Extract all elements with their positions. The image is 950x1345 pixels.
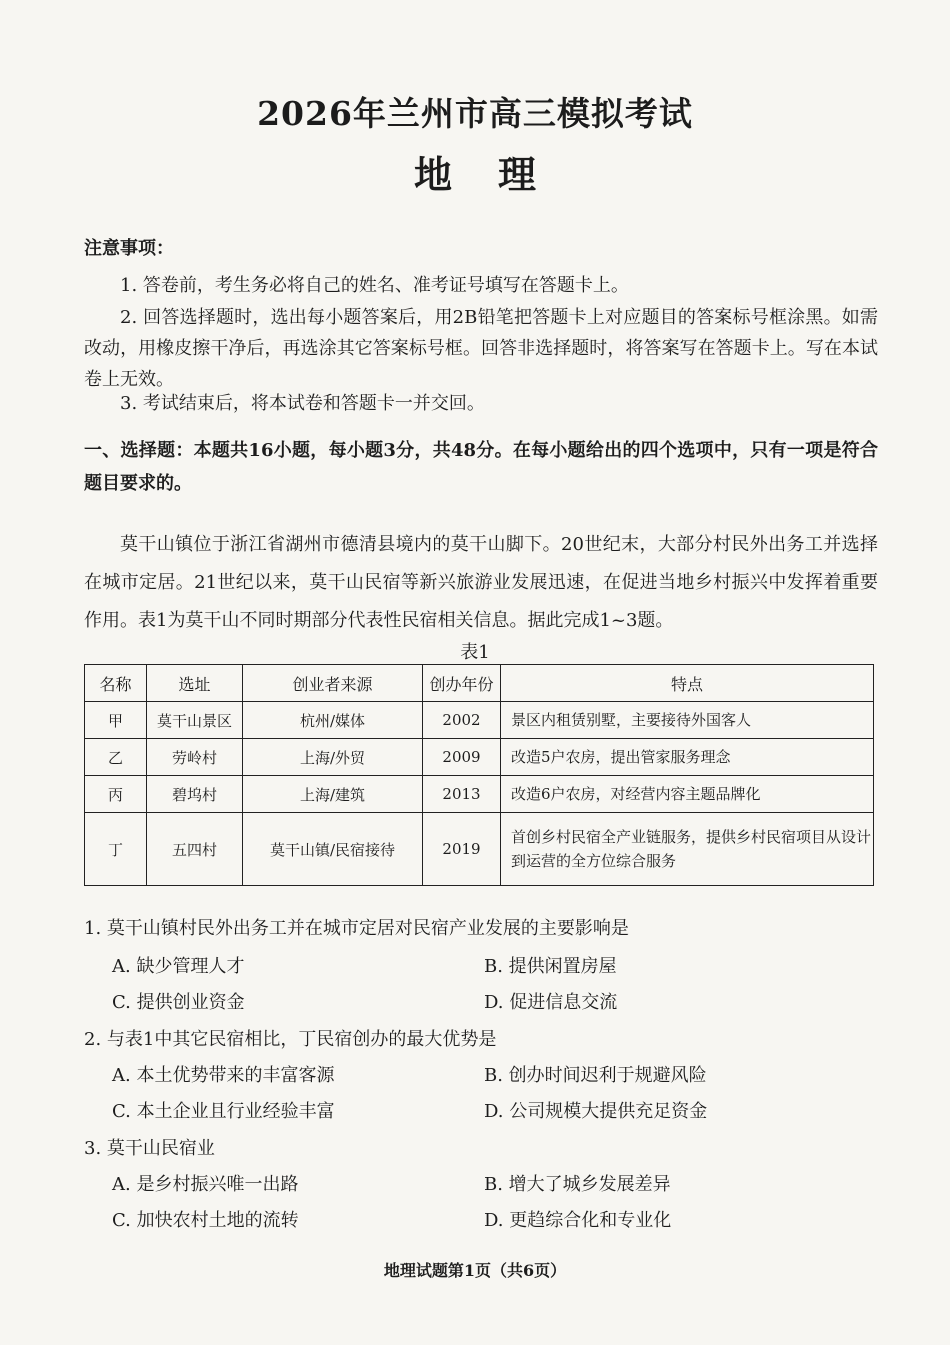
table-cell: 2019 — [423, 813, 501, 886]
table-caption: 表1 — [460, 642, 490, 663]
table-cell: 改造5户农房，提出管家服务理念 — [501, 739, 874, 776]
column-header: 选址 — [147, 665, 243, 702]
table-cell: 上海/建筑 — [243, 776, 423, 813]
question-3-option-b[interactable]: B. 增大了城乡发展差异 — [484, 1174, 671, 1195]
question-1-option-b[interactable]: B. 提供闲置房屋 — [484, 956, 617, 977]
table-cell: 首创乡村民宿全产业链服务，提供乡村民宿项目从设计到运营的全方位综合服务 — [501, 813, 874, 886]
table-row — [85, 739, 874, 776]
table-cell: 乙 — [85, 739, 147, 776]
table-cell: 上海/外贸 — [243, 739, 423, 776]
table-cell: 2002 — [423, 702, 501, 739]
notice-item-2: 2. 回答选择题时，选出每小题答案后，用2B铅笔把答题卡上对应题目的答案标号框涂黑。如需改动，用橡皮擦干净后，再选涂其它答案标号框。回答非选择题时，将答案写在答题卡上。写在本试卷上无效。 — [84, 307, 878, 390]
table-cell: 劳岭村 — [147, 739, 243, 776]
question-1-stem: 1. 莫干山镇村民外出务工并在城市定居对民宿产业发展的主要影响是 — [84, 918, 629, 939]
question-2-option-a[interactable]: A. 本土优势带来的丰富客源 — [112, 1065, 335, 1086]
column-header: 特点 — [501, 665, 874, 702]
question-3-stem: 3. 莫干山民宿业 — [84, 1138, 215, 1159]
question-2-option-c[interactable]: C. 本土企业且行业经验丰富 — [112, 1101, 335, 1122]
table-cell: 景区内租赁别墅，主要接待外国客人 — [501, 702, 874, 739]
table-row — [85, 813, 874, 886]
table-cell: 碧坞村 — [147, 776, 243, 813]
notice-item-3: 3. 考试结束后，将本试卷和答题卡一并交回。 — [120, 393, 485, 414]
question-1-option-a[interactable]: A. 缺少管理人才 — [112, 956, 245, 977]
question-3-option-a[interactable]: A. 是乡村振兴唯一出路 — [112, 1174, 299, 1195]
table-header-row — [85, 665, 874, 702]
table-row — [85, 776, 874, 813]
table-row — [85, 702, 874, 739]
notice-item-1: 1. 答卷前，考生务必将自己的姓名、准考证号填写在答题卡上。 — [120, 275, 629, 296]
question-3-option-c[interactable]: C. 加快农村土地的流转 — [112, 1210, 299, 1231]
table-cell: 丁 — [85, 813, 147, 886]
question-2-option-b[interactable]: B. 创办时间迟利于规避风险 — [484, 1065, 707, 1086]
section-heading: 一、选择题：本题共16小题，每小题3分，共48分。在每小题给出的四个选项中，只有一项是符合题目要求的。 — [84, 440, 878, 494]
subject-title — [0, 144, 950, 199]
table-cell: 甲 — [85, 702, 147, 739]
table-cell: 五四村 — [147, 813, 243, 886]
exam-title: 2026年兰州市高三模拟考试 — [257, 94, 693, 133]
question-1-option-c[interactable]: C. 提供创业资金 — [112, 992, 245, 1013]
notice-heading: 注意事项： — [84, 238, 174, 259]
table-cell: 杭州/媒体 — [243, 702, 423, 739]
homestay-table — [84, 664, 874, 886]
column-header: 创业者来源 — [243, 665, 423, 702]
table-cell: 莫干山镇/民宿接待 — [243, 813, 423, 886]
column-header: 创办年份 — [423, 665, 501, 702]
subject-char-1: 地 — [413, 152, 452, 197]
reading-passage: 莫干山镇位于浙江省湖州市德清县境内的莫干山脚下。20世纪末，大部分村民外出务工并选择在城市定居。21世纪以来，莫干山民宿等新兴旅游业发展迅速，在促进当地乡村振兴中发挥着重要作用。表1为莫干山不同时期部分代表性民宿相关信息。据此完成1~3题。 — [84, 534, 878, 631]
table-cell: 2013 — [423, 776, 501, 813]
question-2-stem: 2. 与表1中其它民宿相比，丁民宿创办的最大优势是 — [84, 1029, 497, 1050]
page-footer: 地理试题第1页（共6页） — [383, 1261, 567, 1280]
table-cell: 改造6户农房，对经营内容主题品牌化 — [501, 776, 874, 813]
column-header: 名称 — [85, 665, 147, 702]
question-2-option-d[interactable]: D. 公司规模大提供充足资金 — [484, 1101, 708, 1122]
subject-char-2: 理 — [498, 152, 537, 197]
table-cell: 丙 — [85, 776, 147, 813]
table-cell: 2009 — [423, 739, 501, 776]
table-cell: 莫干山景区 — [147, 702, 243, 739]
question-1-option-d[interactable]: D. 促进信息交流 — [484, 992, 618, 1013]
question-3-option-d[interactable]: D. 更趋综合化和专业化 — [484, 1210, 672, 1231]
